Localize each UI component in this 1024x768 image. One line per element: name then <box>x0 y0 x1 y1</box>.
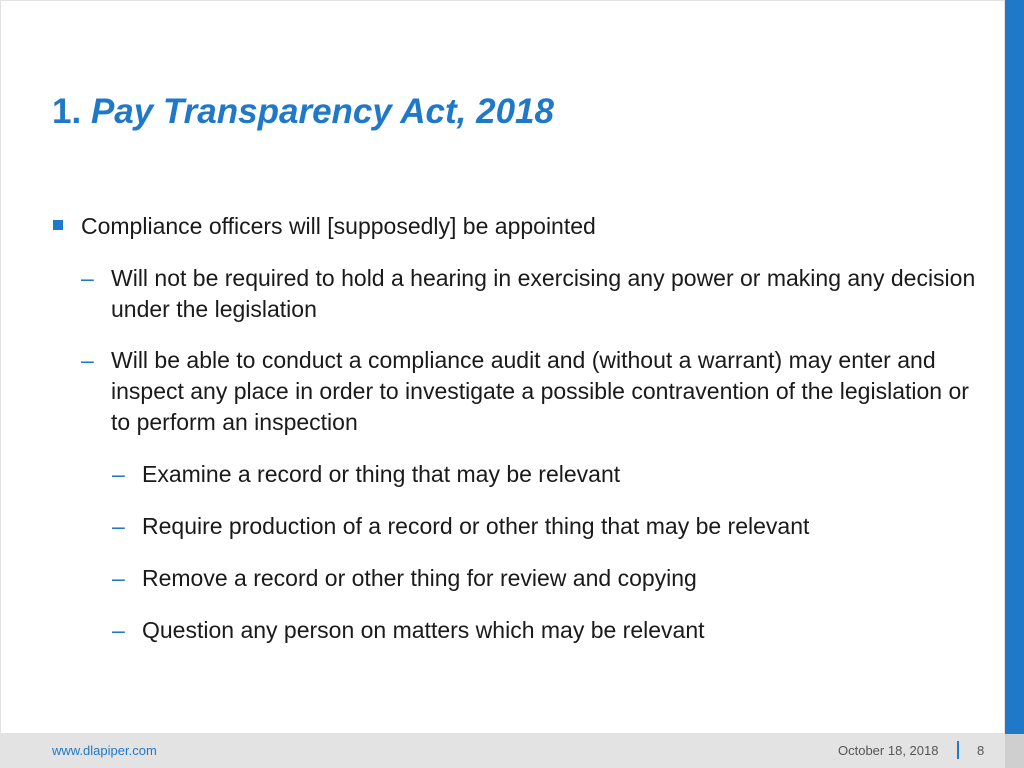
bullet-level1: Compliance officers will [supposedly] be appointed <box>81 213 596 239</box>
dash-bullet-icon: – <box>81 265 94 291</box>
page-title <box>52 92 554 132</box>
page-number: 8 <box>977 743 985 758</box>
footer-corner <box>1005 734 1024 768</box>
square-bullet-icon <box>53 220 63 230</box>
bullet-level3: Remove a record or other thing for review and copying <box>142 565 697 591</box>
dash-bullet-icon: – <box>112 461 125 487</box>
bullet-level2: Will be able to conduct a compliance audit and (without a warrant) may enter and inspect any place in order to investigate a possible contravention of the legislation or to perform an inspection <box>111 347 969 435</box>
dash-bullet-icon: – <box>112 565 125 591</box>
dash-bullet-icon: – <box>81 347 94 373</box>
bullet-level3: Question any person on matters which may be relevant <box>142 617 705 643</box>
footer-date: October 18, 2018 <box>838 743 939 758</box>
footer-separator <box>957 741 959 759</box>
title-text: Pay Transparency Act, 2018 <box>90 92 554 131</box>
bullet-level3: Require production of a record or other thing that may be relevant <box>142 513 810 539</box>
title-number: 1. <box>52 92 82 131</box>
accent-sidebar <box>1005 0 1024 734</box>
bullet-level2: Will not be required to hold a hearing in exercising any power or making any decision under the legislation <box>111 265 976 322</box>
dash-bullet-icon: – <box>112 617 125 643</box>
footer-url-link[interactable]: www.dlapiper.com <box>52 743 157 758</box>
bullet-level3: Examine a record or thing that may be relevant <box>142 461 621 487</box>
dash-bullet-icon: – <box>112 513 125 539</box>
